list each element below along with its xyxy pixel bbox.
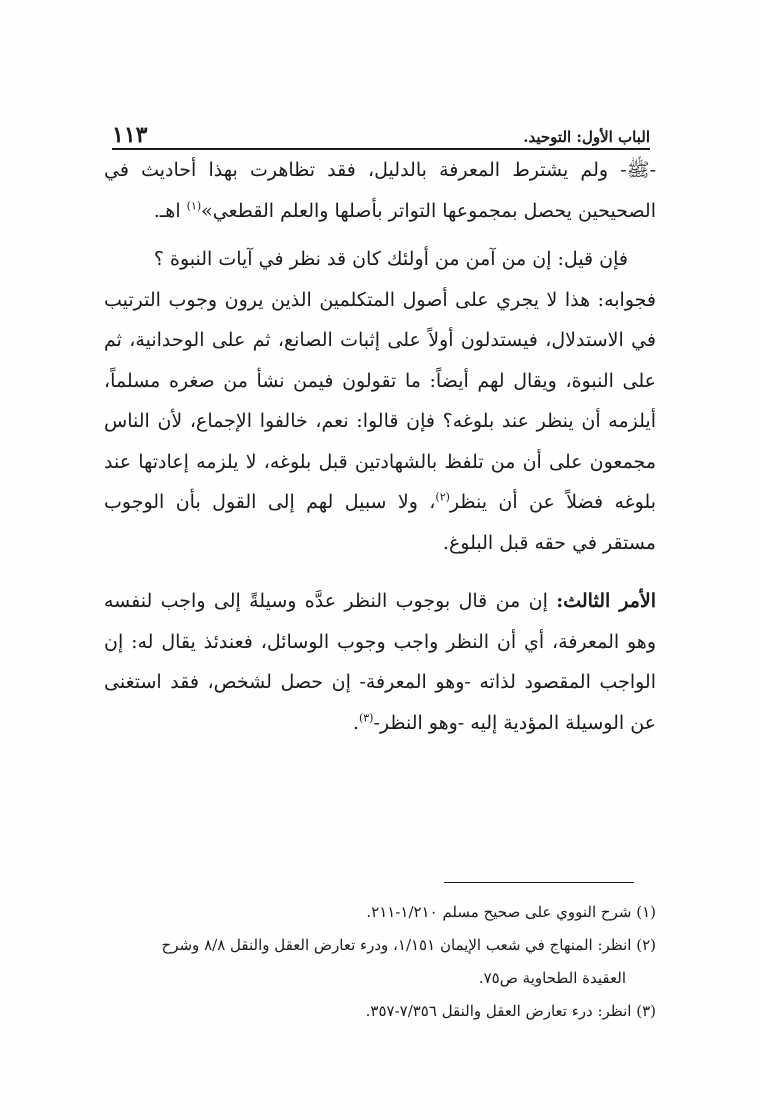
paragraph-question: فإن قيل: إن من آمن من أولئك كان قد نظر في آيات النبوة ؟ (153, 248, 628, 270)
footnote-divider (444, 882, 634, 883)
running-header (112, 118, 650, 150)
main-text (104, 150, 656, 743)
footnote-ref-1: (١) (186, 199, 202, 213)
footnote-3: (٣) انظر: درء تعارض العقل والنقل ٧/٣٥٦-٣٥٧. (365, 1002, 656, 1020)
page-number: ١١٣ (112, 122, 148, 148)
footnote-2: (٢) انظر: المنهاج في شعب الإيمان ١/١٥١، ودرء تعارض العقل والنقل ٨/٨ وشرح (161, 936, 656, 954)
paragraph-answer: فجوابه: هذا لا يجري على أصول المتكلمين الذين يرون وجوب الترتيب في الاستدلال، فيستدلون أولاً على إثبات الصانع، ثم على الوحدانية، ثم على النبوة، ويقال لهم أيضاً: ما تقولون فيمن نشأ من صغره مسلماً، أيلزمه أن ينظر عند بلوغه؟ فإن قالوا: نعم، خالفوا الإجماع، لأن الناس مجمعون على أن من تلفظ بالشهادتين قبل بلوغه، لا يلزمه إعادتها عند بلوغه فضلاً عن أن ينظر$^{(٢)}$، ولا سبيل لهم إلى القول بأن الوجوب مستقر في حقه قبل البلوغ. (104, 288, 656, 554)
footnote-1: (١) شرح النووي على صحيح مسلم ١/٢١٠-٢١١. (366, 903, 656, 921)
footnote-ref-3: (٣) (358, 711, 374, 725)
paragraph-continuation: -ﷺ- ولم يشترط المعرفة بالدليل، فقد تظاهرت بهذا أحاديث في الصحيحين يحصل بمجموعها التواتر بأصلها والعلم القطعي»$^{(١)}$ اهـ. (104, 159, 656, 222)
section-lead: الأمر الثالث: (556, 590, 656, 612)
footnotes (104, 896, 656, 1028)
chapter-title: الباب الأول: التوحيد. (523, 128, 650, 146)
paragraph-third-matter: الأمر الثالث: إن من قال بوجوب النظر عدَّه وسيلةً إلى واجب لنفسه وهو المعرفة، أي أن النظر واجب وجوب الوسائل، فعندئذ يقال له: إن الواجب المقصود لذاته -وهو المعرفة- إن حصل لشخص، فقد استغنى عن الوسيلة المؤدية إليه -وهو النظر-$^{(٣)}$. (104, 590, 656, 734)
footnote-2-continuation: العقيدة الطحاوية ص٧٥. (478, 969, 626, 987)
footnote-ref-2: (٢) (435, 490, 450, 504)
